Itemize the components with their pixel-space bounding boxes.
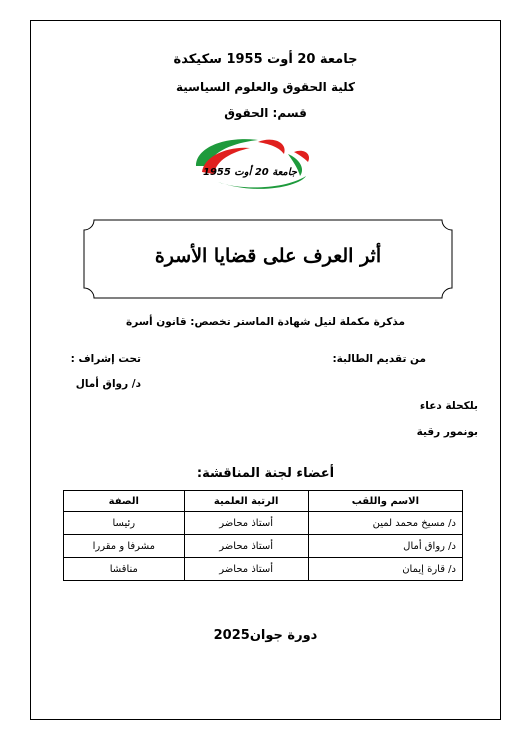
table-row	[64, 535, 463, 558]
table-header-row	[64, 491, 463, 512]
column-header: الصفة	[64, 491, 185, 512]
member-name: د/ قارة إيمان	[308, 558, 462, 581]
member-rank: أستاذ محاضر	[184, 512, 308, 535]
column-header: الرتبة العلمية	[184, 491, 308, 512]
university-name: جامعة 20 أوت 1955 سكيكدة	[173, 52, 358, 67]
students-label: من تقديم الطالبة:	[332, 353, 426, 365]
thesis-subtitle: مذكرة مكملة لنيل شهادة الماستر تخصص: قانون أسرة	[126, 316, 405, 328]
table-row	[64, 512, 463, 535]
member-name: د/ مسيخ محمد لمين	[308, 512, 462, 535]
column-header: الاسم واللقب	[308, 491, 462, 512]
member-rank: أستاذ محاضر	[184, 535, 308, 558]
page-border	[30, 20, 501, 720]
member-role: مناقشا	[64, 558, 185, 581]
committee-table	[63, 490, 463, 581]
committee-title: أعضاء لجنة المناقشة:	[196, 466, 335, 481]
member-name: د/ رواق أمال	[308, 535, 462, 558]
supervisor-label: تحت إشراف :	[70, 353, 141, 365]
student-name: بلكحلة دعاء	[419, 400, 478, 412]
faculty-name: كلية الحقوق والعلوم السياسية	[175, 80, 356, 94]
thesis-title: أثر العرف على قضايا الأسرة	[154, 245, 382, 267]
department-name: قسم: الحقوق	[224, 106, 307, 120]
member-role: رئيسا	[64, 512, 185, 535]
university-logo	[188, 132, 318, 194]
logo-text: جامعة 20 أوت 1955	[202, 167, 298, 178]
supervisor-name: د/ رواق أمال	[75, 378, 141, 390]
session-date: دورة جوان2025	[213, 628, 318, 643]
student-name: بونمور رقية	[416, 426, 478, 438]
table-row	[64, 558, 463, 581]
member-rank: أستاذ محاضر	[184, 558, 308, 581]
member-role: مشرفا و مقررا	[64, 535, 185, 558]
